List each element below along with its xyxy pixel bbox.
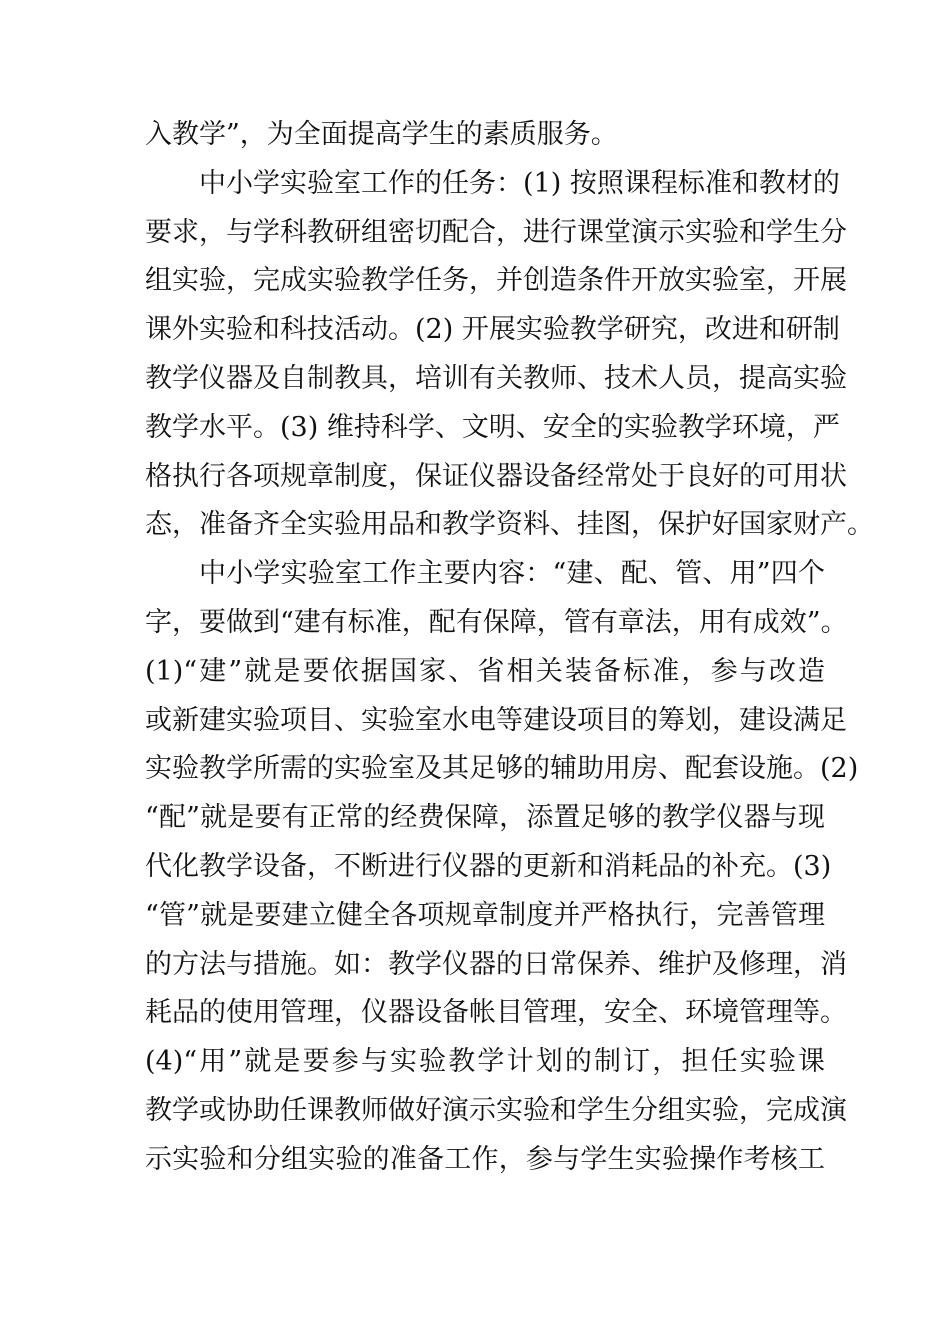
text-line: (4)“用”就是要参与实验教学计划的制订，担任实验课	[145, 1046, 825, 1078]
text-line: 教学或协助任课教师做好演示实验和学生分组实验，完成演	[145, 1094, 847, 1126]
text-line: 或新建实验项目、实验室水电等建设项目的筹划，建设满足	[145, 704, 847, 736]
text-line: 实验教学所需的实验室及其足够的辅助用房、配套设施。(2)	[145, 753, 859, 785]
text-line: 中小学实验室工作主要内容：“建、配、管、用”四个	[199, 558, 825, 590]
text-line: 组实验，完成实验教学任务，并创造条件开放实验室，开展	[145, 265, 847, 297]
text-line: 字，要做到“建有标准，配有保障，管有章法，用有成效”。	[145, 606, 848, 638]
text-line: “配”就是要有正常的经费保障，添置足够的教学仪器与现	[145, 802, 825, 834]
body-text	[145, 111, 874, 1185]
text-line: 教学仪器及自制教具，培训有关教师、技术人员，提高实验	[145, 362, 847, 394]
text-line: 态，准备齐全实验用品和教学资料、挂图，保护好国家财产。	[145, 509, 874, 541]
text-line: 要求，与学科教研组密切配合，进行课堂演示实验和学生分	[145, 216, 847, 248]
text-line: 入教学”，为全面提高学生的素质服务。	[145, 119, 618, 150]
text-line: 耗品的使用管理，仪器设备帐目管理，安全、环境管理等。	[145, 997, 847, 1029]
text-line: 代化教学设备，不断进行仪器的更新和消耗品的补充。(3)	[145, 850, 832, 882]
text-line: 示实验和分组实验的准备工作，参与学生实验操作考核工	[145, 1143, 825, 1175]
text-line: “管”就是要建立健全各项规章制度并严格执行，完善管理	[145, 899, 825, 931]
text-line: 中小学实验室工作的任务：(1) 按照课程标准和教材的	[199, 167, 840, 199]
text-line: 的方法与措施。如：教学仪器的日常保养、维护及修理，消	[145, 948, 847, 980]
text-line: (1)“建”就是要依据国家、省相关装备标准，参与改造	[145, 655, 825, 687]
text-line: 教学水平。(3) 维持科学、文明、安全的实验教学环境，严	[145, 411, 840, 443]
text-line: 格执行各项规章制度，保证仪器设备经常处于良好的可用状	[145, 460, 847, 492]
text-line: 课外实验和科技活动。(2) 开展实验教学研究，改进和研制	[145, 314, 840, 346]
